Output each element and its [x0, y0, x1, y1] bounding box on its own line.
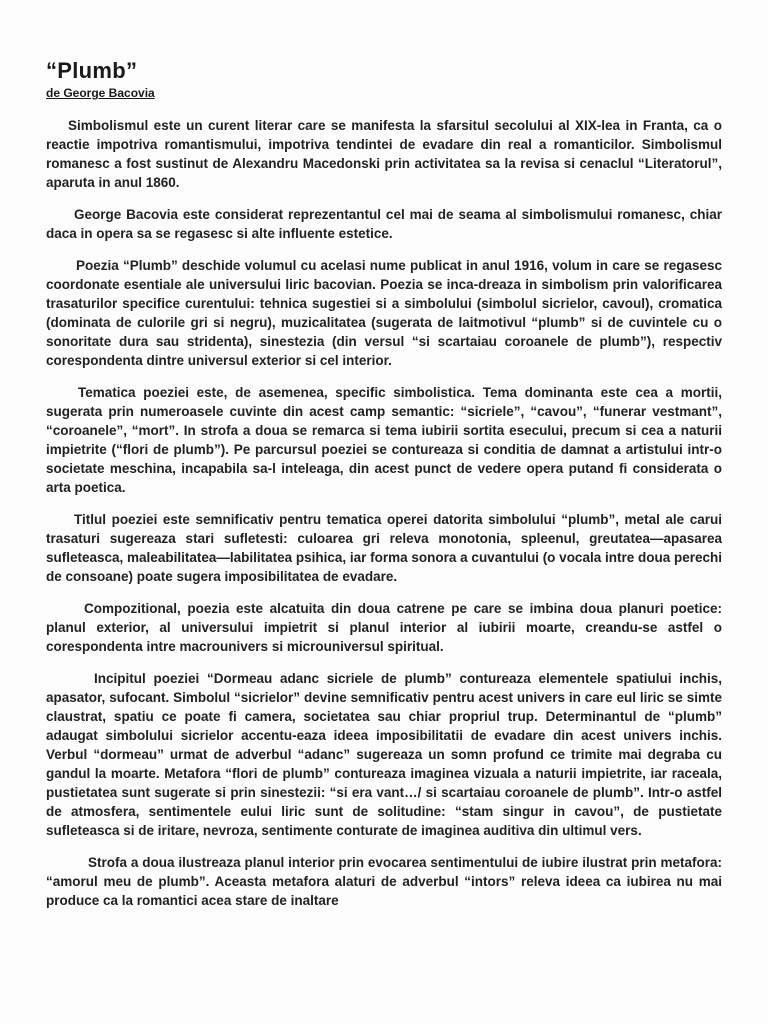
paragraph-theme: Tematica poeziei este, de asemenea, specific simbolistica. Tema dominanta este cea a mortii, sugerata prin numeroasele cuvinte din acest camp semantic: “sicriele”, “cavou”, “funerar vestmant”, “coroanele”, “mort”. In strofa a doua se remarca si tema iubirii sortita esecului, precum si cea a naturii impietrite (“flori de plumb”). Pe parcursul poeziei se contureaza si conditia de damnat a artistului intr-o societate meschina, incapabila sa-l inteleaga, din acest punct de vedere opera putand fi considerata o arta poetica. — [46, 385, 722, 495]
paragraph-intro-symbolism: Simbolismul este un curent literar care se manifesta la sfarsitul secolului al XIX-lea in Franta, ca o reactie impotriva romantismului, impotriva tendintei de evadare din real a romanticilor. Simbolismul romanesc a fost sustinut de Alexandru Macedonski prin activitatea sa la revisa si cenaclul “Literatorul”, aparuta in anul 1860. — [46, 118, 722, 190]
paragraph-incipit: Incipitul poeziei “Dormeau adanc sicriele de plumb” contureaza elementele spatiului inchis, apasator, sufocant. Simbolul “sicrielor” devine semnificativ pentru acest univers in care eul liric se simte claustrat, spatiu ce poate fi camera, societatea sau chiar propriul trup. Determinantul de “plumb” adaugat simbolului sicrielor accentu-eaza ideea imposibilitatii de evadare din acest univers inchis. Verbul “dormeau” urmat de adverbul “adanc” sugereaza un somn profund ce trimite mai degraba cu gandul la moarte. Metafora “flori de plumb” contureaza imaginea vizuala a naturii impietrite, iar raceala, pustietatea sunt sugerate si prin sinestezii: “si era vant…/ si scartaiau coroanele de plumb”. Intr-o astfel de atmosfera, sentimentele eului liric sunt de solitudine: “stam singur in cavou”, de pustietate sufleteasca si de iritare, nevroza, sentimente conturate de imaginea auditiva din ultimul vers. — [46, 671, 722, 838]
paragraph-bacovia: George Bacovia este considerat reprezentantul cel mai de seama al simbolismului romanesc, chiar daca in opera sa se regasesc si alte influente estetice. — [46, 207, 722, 241]
paragraph-second-stanza: Strofa a doua ilustreaza planul interior prin evocarea sentimentului de iubire ilustrat prin metafora: “amorul meu de plumb”. Aceasta metafora alaturi de adverbul “intors” releva ideea ca iubirea nu mai produce ca la romantici acea stare de inaltare — [46, 855, 722, 908]
document-author: de George Bacovia — [46, 86, 155, 100]
paragraph-title-symbol: Titlul poeziei este semnificativ pentru tematica operei datorita simbolului “plumb”, metal ale carui trasaturi sugereaza stari sufletesti: culoarea gri releva monotonia, spleenul, greutatea—apasarea sufleteasca, maleabilitatea—labilitatea psihica, iar forma sonora a cuvantului (o vocala intre doua perechi de consoane) poate sugera imposibilitatea de evadare. — [46, 512, 722, 584]
paragraph-poem-volume: Poezia “Plumb” deschide volumul cu acelasi nume publicat in anul 1916, volum in care se regasesc coordonate esentiale ale universului liric bacovian. Poezia se inca-dreaza in simbolism prin valorificarea trasaturilor specifice curentului: tehnica sugestiei si a simbolului (simbolul sicrielor, cavoul), cromatica (dominata de culorile gri si negru), muzicalitatea (sugerata de laitmotivul “plumb” si de cuvintele cu o sonoritate dura sau stridenta), sinestezia (din versul “si scartaiau coroanele de plumb”), respectiv corespondenta dintre universul exterior si cel interior. — [46, 258, 722, 368]
document-body — [46, 58, 722, 910]
paragraph-composition: Compozitional, poezia este alcatuita din doua catrene pe care se imbina doua planuri poetice: planul exterior, al universului impietrit si planul interior al iubirii moarte, creandu-se astfel o corespondenta intre macrounivers si microuniversul spiritual. — [46, 601, 722, 654]
document-title: “Plumb” — [46, 58, 138, 83]
